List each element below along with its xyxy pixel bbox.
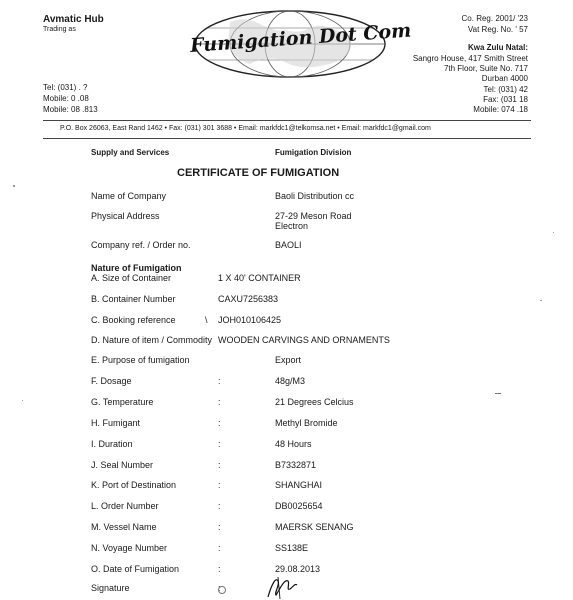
address-value-1: 27-29 Meson Road <box>275 211 352 221</box>
item-label-g: G. Temperature <box>91 397 154 407</box>
item-colon-g: : <box>218 397 221 407</box>
address-mobile: Mobile: 074 .18 <box>473 105 528 114</box>
address-line-3: Durban 4000 <box>481 74 528 83</box>
item-label-b: B. Container Number <box>91 294 176 304</box>
item-value-c: JOH010106425 <box>218 315 282 325</box>
item-value-g: 21 Degrees Celcius <box>275 397 354 407</box>
address-label: Physical Address <box>91 211 160 221</box>
logo-text: Fumigation Dot Com <box>189 19 412 57</box>
company-name: Avmatic Hub <box>43 14 104 25</box>
scan-speck <box>22 400 23 401</box>
certificate-title: CERTIFICATE OF FUMIGATION <box>177 167 340 179</box>
item-colon-i: : <box>218 439 221 449</box>
ref-label: Company ref. / Order no. <box>91 240 191 250</box>
item-value-l: DB0025654 <box>275 501 323 511</box>
item-label-l: L. Order Number <box>91 501 159 511</box>
item-label-j: J. Seal Number <box>91 460 154 470</box>
item-label-f: F. Dosage <box>91 376 132 386</box>
scan-speck <box>13 185 15 187</box>
company-label: Name of Company <box>91 191 167 201</box>
vat-reg: Vat Reg. No. ' 57 <box>467 25 528 34</box>
item-value-h: Methyl Bromide <box>275 418 338 428</box>
item-label-a: A. Size of Container <box>91 273 172 283</box>
item-value-d: WOODEN CARVINGS AND ORNAMENTS <box>218 335 390 345</box>
item-label-m: M. Vessel Name <box>91 522 157 532</box>
phone-mobile-1: Mobile: 0 .08 <box>43 94 89 103</box>
address-line-2: 7th Floor, Suite No. 717 <box>443 64 528 73</box>
item-label-e: E. Purpose of fumigation <box>91 355 190 365</box>
item-colon-k: : <box>218 480 221 490</box>
item-colon-o: : <box>218 564 221 574</box>
signature-colon: : <box>218 583 221 593</box>
address-value-2: Electron <box>275 221 309 231</box>
division-supply: Supply and Services <box>91 148 170 157</box>
item-label-o: O. Date of Fumigation <box>91 564 180 574</box>
item-value-i: 48 Hours <box>275 439 312 449</box>
scan-speck <box>553 232 554 233</box>
item-label-i: I. Duration <box>91 439 133 449</box>
phone-tel: Tel: (031) . ? <box>43 83 88 92</box>
item-label-n: N. Voyage Number <box>91 543 168 553</box>
item-colon-f: : <box>218 376 221 386</box>
item-value-n: SS138E <box>275 543 309 553</box>
co-reg: Co. Reg. 2001/ '23 <box>461 14 528 23</box>
contact-divider <box>43 138 531 139</box>
phone-mobile-2: Mobile: 08 .813 <box>43 105 98 114</box>
scan-speck <box>540 300 542 301</box>
scan-speck <box>495 393 501 394</box>
signature-mark <box>262 573 302 600</box>
company-value: Baoli Distribution cc <box>275 191 355 201</box>
contact-bar: P.O. Box 26063, East Rand 1462 • Fax: (031) 301 3688 • Email: markfdc1@telkomsa.net • Email: markfdc1@gmail.com <box>60 125 431 132</box>
address-region: Kwa Zulu Natal: <box>467 43 528 52</box>
item-label-c: C. Booking reference <box>91 315 176 325</box>
ref-value: BAOLI <box>275 240 302 250</box>
item-colon-n: : <box>218 543 221 553</box>
item-value-k: SHANGHAI <box>275 480 323 490</box>
address-tel: Tel: (031) 42 <box>483 85 528 94</box>
item-value-m: MAERSK SENANG <box>275 522 354 532</box>
item-value-b: CAXU7256383 <box>218 294 279 304</box>
item-colon-h: : <box>218 418 221 428</box>
item-label-d: D. Nature of item / Commodity <box>91 335 213 345</box>
division-fumigation: Fumigation Division <box>275 148 352 157</box>
item-value-a: 1 X 40' CONTAINER <box>218 273 301 283</box>
item-value-j: B7332871 <box>275 460 317 470</box>
address-fax: Fax: (031 18 <box>483 95 528 104</box>
scan-speck <box>218 586 226 594</box>
item-colon-m: : <box>218 522 221 532</box>
item-value-f: 48g/M3 <box>275 376 306 386</box>
item-colon-c: \ <box>205 315 208 325</box>
trading-as: Trading as <box>43 26 76 33</box>
nature-heading: Nature of Fumigation <box>91 263 182 273</box>
item-colon-l: : <box>218 501 221 511</box>
item-label-k: K. Port of Destination <box>91 480 177 490</box>
address-line-1: Sangro House, 417 Smith Street <box>412 54 528 63</box>
item-value-o: 29.08.2013 <box>275 564 321 574</box>
item-colon-j: : <box>218 460 221 470</box>
signature-label: Signature <box>91 583 130 593</box>
company-logo <box>189 8 412 80</box>
header-divider <box>43 120 531 121</box>
item-value-e: Export <box>275 355 302 365</box>
item-label-h: H. Fumigant <box>91 418 141 428</box>
